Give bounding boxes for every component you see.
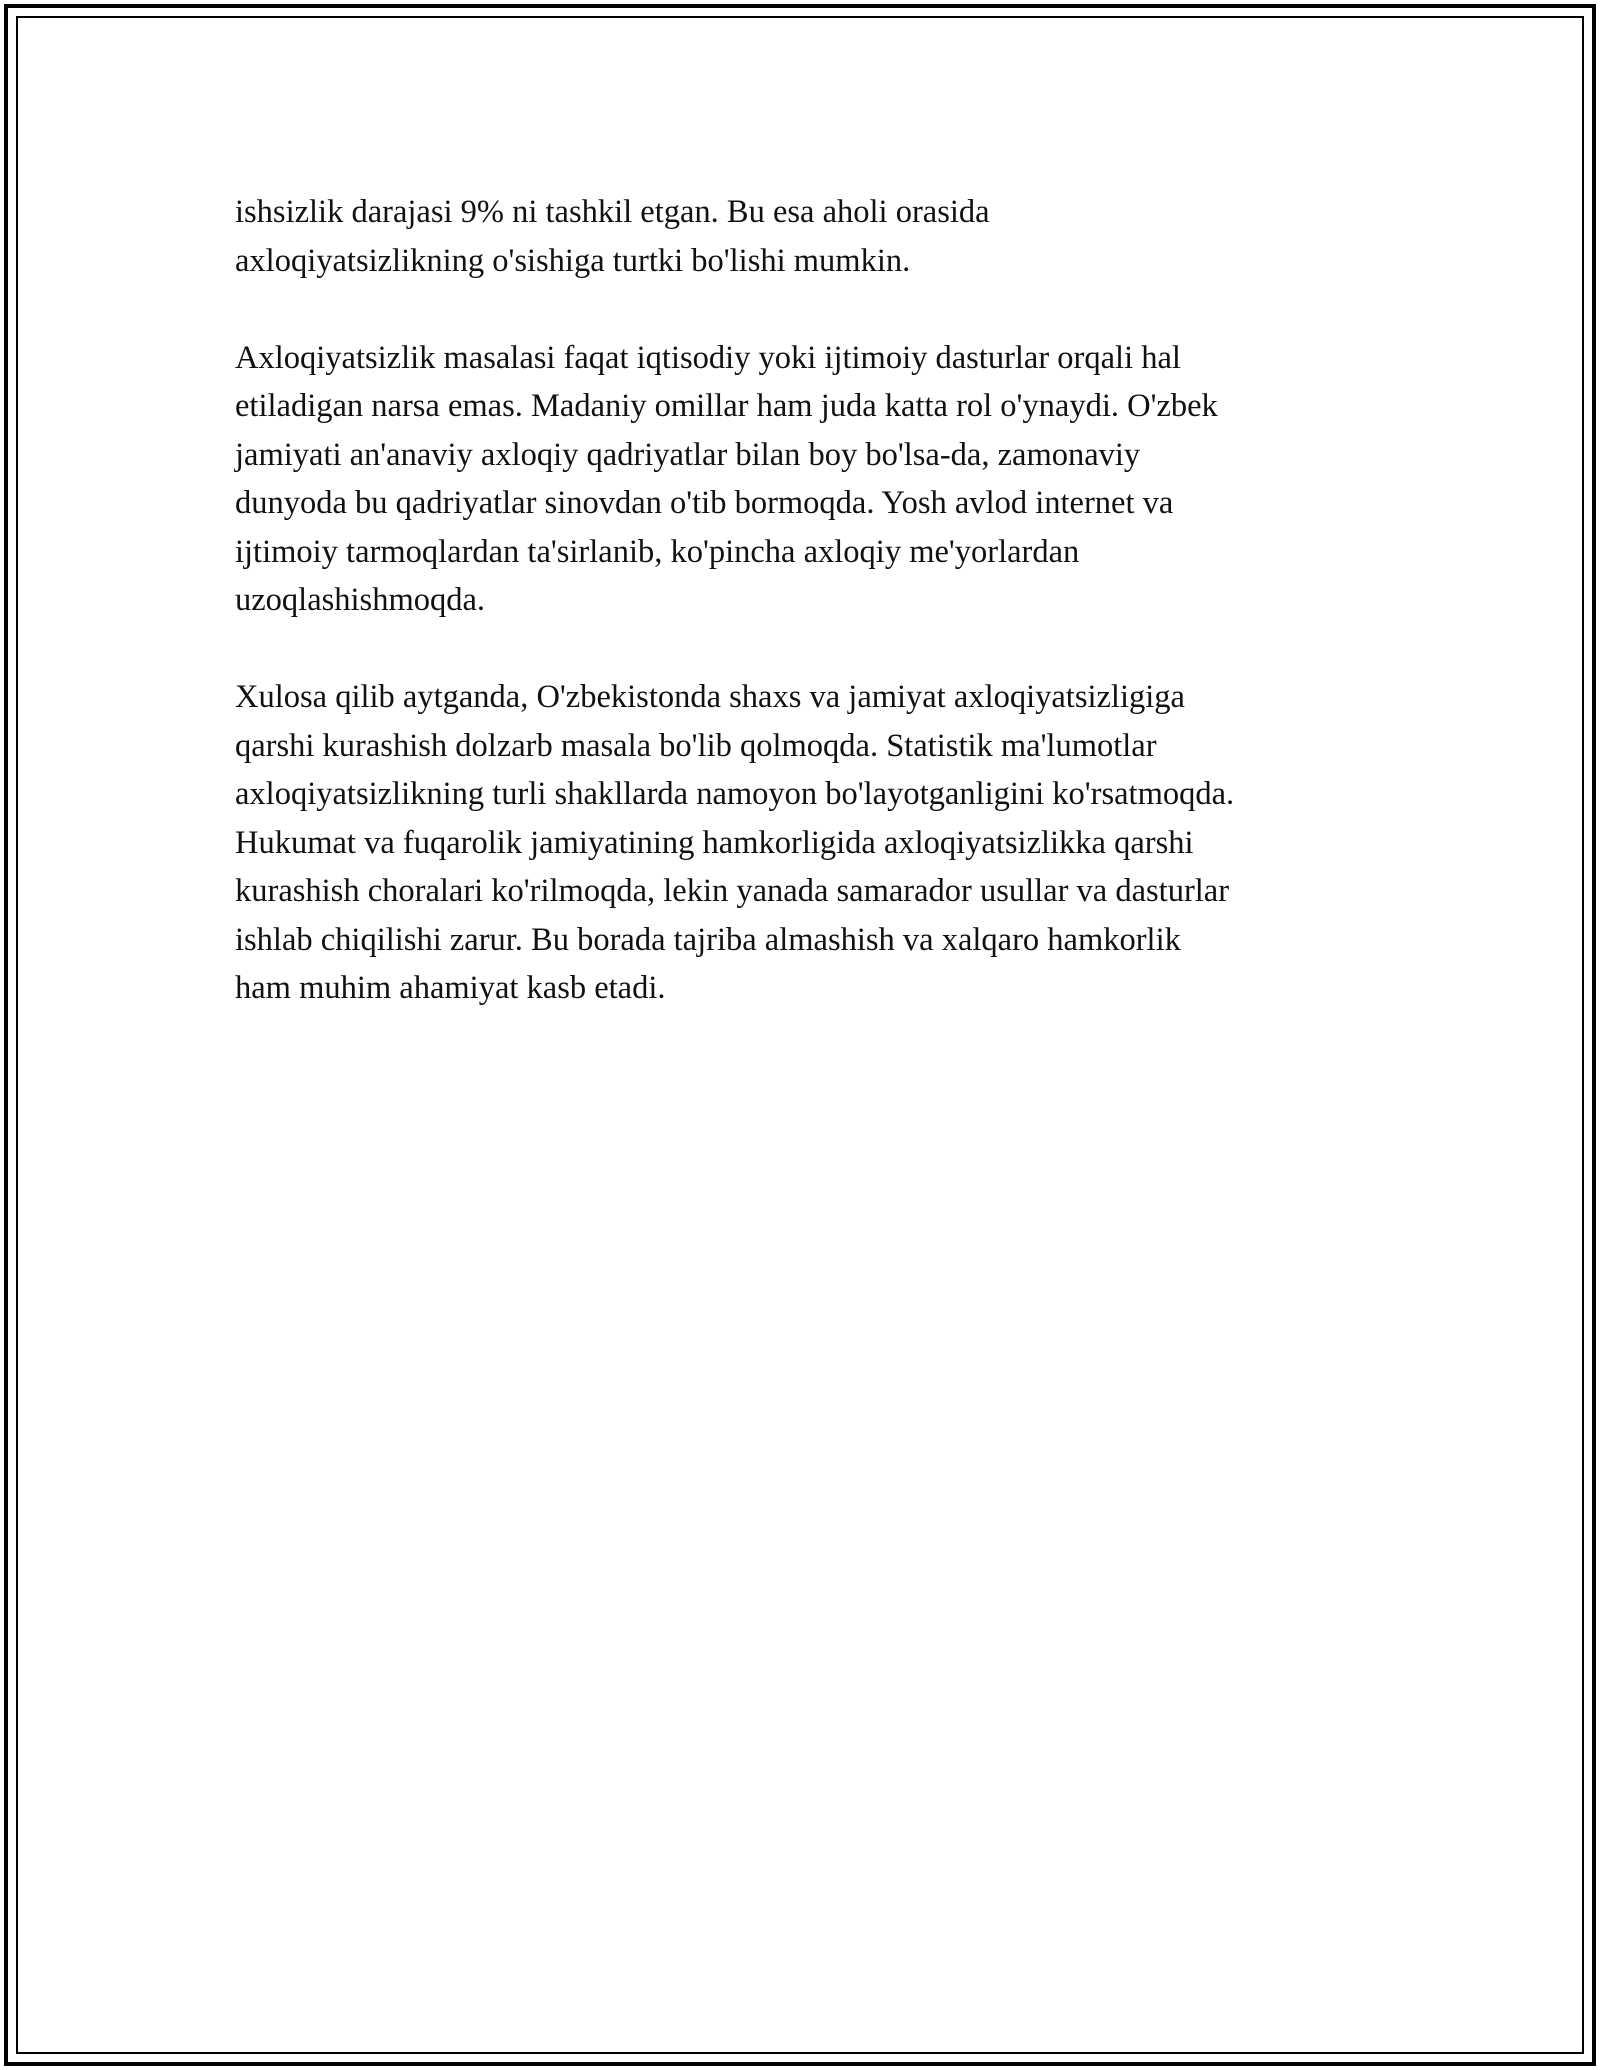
paragraph-conclusion: Xulosa qilib aytganda, O'zbekistonda shaxs va jamiyat axloqiyatsizligiga qarshi kurashish dolzarb masala bo'lib qolmoqda. Statistik ma'lumotlar axloqiyatsizlikning turli shakllarda namoyon bo'layotganligini ko'rsatmoqda. Hukumat va fuqarolik jamiyatining hamkorligida axloqiyatsizlikka qarshi kurashish choralari ko'rilmoqda, lekin yanada samarador usullar va dasturlar ishlab chiqilishi zarur. Bu borada tajriba almashish va xalqaro hamkorlik ham muhim ahamiyat kasb etadi.: [235, 679, 1235, 1006]
paragraph-cultural-factors: Axloqiyatsizlik masalasi faqat iqtisodiy yoki ijtimoiy dasturlar orqali hal etiladigan narsa emas. Madaniy omillar ham juda katta rol o'ynaydi. O'zbek jamiyati an'anaviy axloqiy qadriyatlar bilan boy bo'lsa-da, zamonaviy dunyoda bu qadriyatlar sinovdan o'tib bormoqda. Yosh avlod internet va ijtimoiy tarmoqlardan ta'sirlanib, ko'pincha axloqiy me'yorlardan uzoqlashishmoqda.: [235, 339, 1218, 618]
paragraph-unemployment: ishsizlik darajasi 9% ni tashkil etgan. Bu esa aholi orasida axloqiyatsizlikning o'sishiga turtki bo'lishi mumkin.: [235, 194, 990, 279]
document-body: [235, 188, 1395, 1061]
